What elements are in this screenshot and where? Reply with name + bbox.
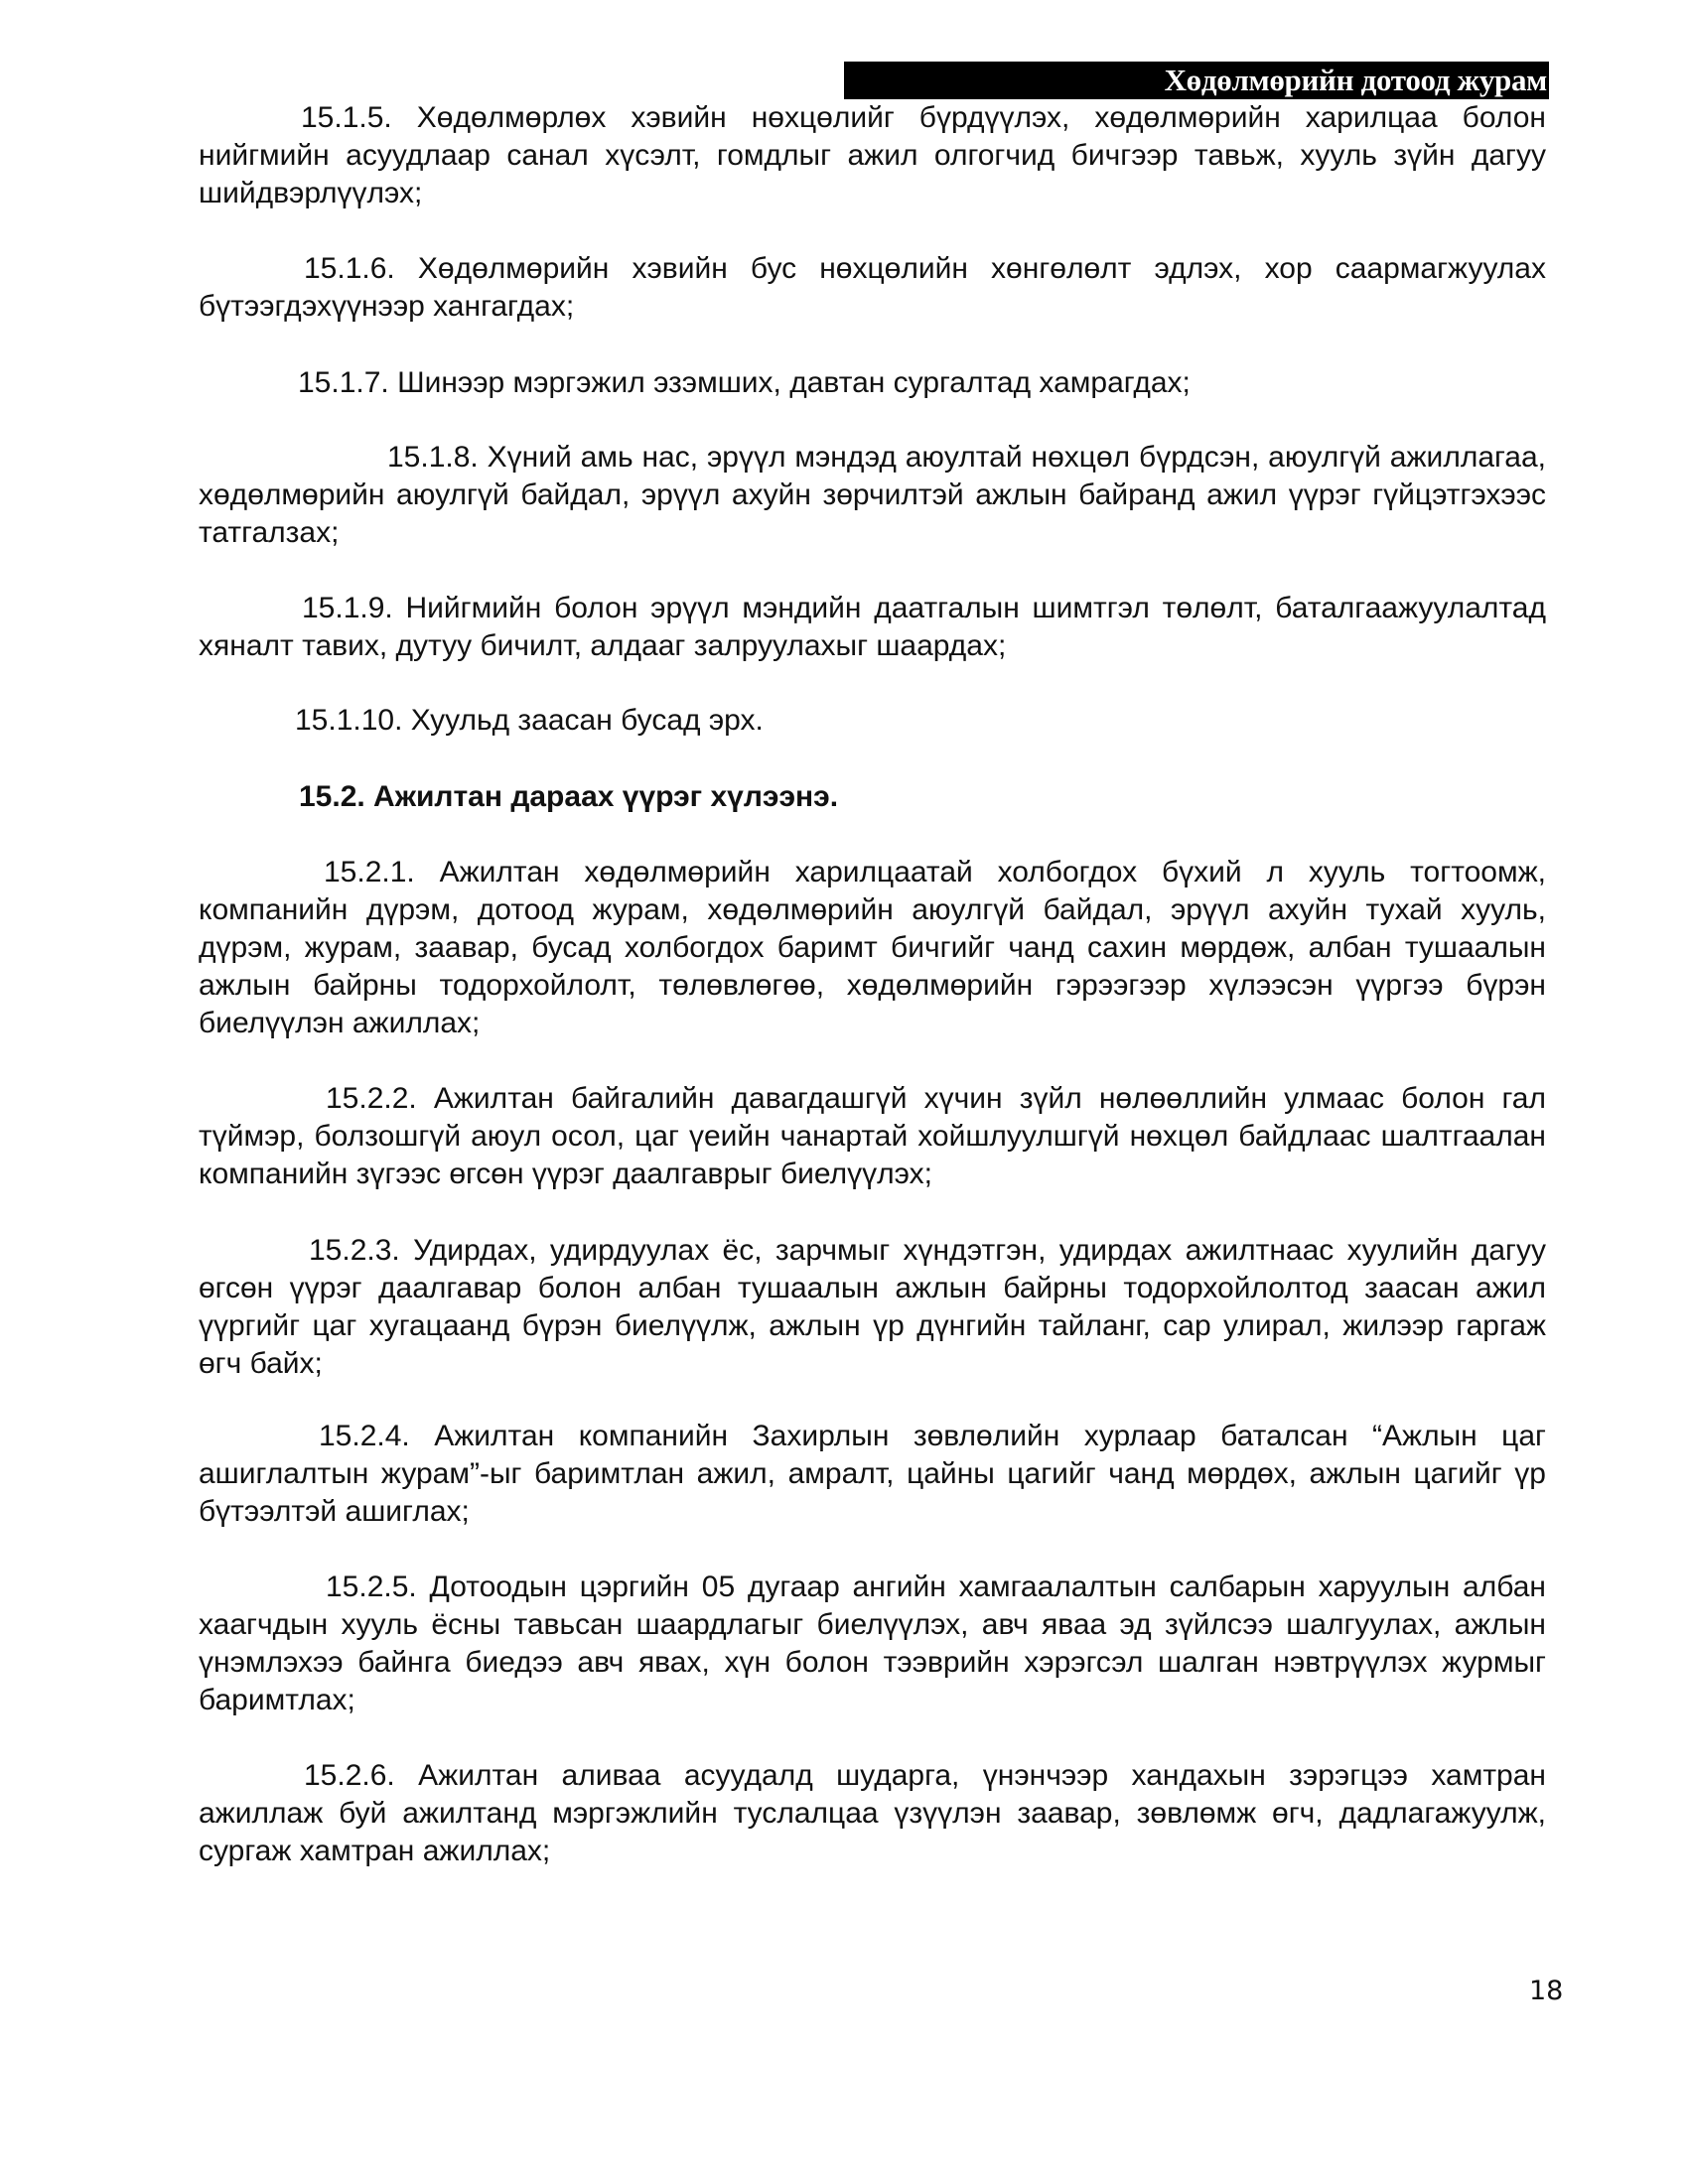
paragraph-15-2-2: 15.2.2. Ажилтан байгалийн давагдашгүй хүчин зүйл нөлөөллийн улмаас болон гал түймэр, болзошгүй аюул осол, цаг үеийн чанартай хойшлуулшгүй нөхцөл байдлаас шалтгаалан компанийн зүгээс өгсөн үүрэг даалгаврыг биелүүлэх; bbox=[199, 1082, 1546, 1190]
paragraph-15-2-5: 15.2.5. Дотоодын цэргийн 05 дугаар ангийн хамгаалалтын салбарын харуулын албан хаагчдын хууль ёсны тавьсан шаардлагыг биелүүлэх, авч яваа эд зүйлсээ шалгуулах, ажлын үнэмлэхээ байнга биедээ авч явах, хүн болон тээврийн хэрэгсэл шалган нэвтрүүлэх журмыг баримтлах; bbox=[199, 1570, 1546, 1716]
paragraph-15-1-10: 15.1.10. Хуульд заасан бусад эрх. bbox=[295, 704, 764, 737]
header-title: Хөдөлмөрийн дотоод журам bbox=[1164, 63, 1547, 97]
running-header bbox=[844, 62, 1549, 99]
paragraph-15-2-6: 15.2.6. Ажилтан аливаа асуудалд шударга, үнэнчээр хандахын зэрэгцээ хамтран ажиллаж буй ажилтанд мэргэжлийн туслалцаа үзүүлэн заавар, зөвлөмж өгч, дадлагажуулж, сургаж хамтран ажиллах; bbox=[199, 1759, 1546, 1867]
section-heading-15-2: 15.2. Ажилтан дараах үүрэг хүлээнэ. bbox=[299, 780, 839, 813]
paragraph-15-1-9: 15.1.9. Нийгмийн болон эрүүл мэндийн даатгалын шимтгэл төлөлт, баталгаажуулалтад хяналт тавих, дутуу бичилт, алдааг залруулахыг шаардах; bbox=[199, 592, 1546, 662]
paragraph-15-2-4: 15.2.4. Ажилтан компанийн Захирлын зөвлөлийн хурлаар баталсан “Ажлын цаг ашиглалтын журам”-ыг баримтлан ажил, амралт, цайны цагийг чанд мөрдөх, ажлын цагийг үр бүтээлтэй ашиглах; bbox=[199, 1420, 1546, 1528]
page-number: 18 bbox=[1529, 1976, 1564, 2006]
paragraph-15-1-5: 15.1.5. Хөдөлмөрлөх хэвийн нөхцөлийг бүрдүүлэх, хөдөлмөрийн харилцаа болон нийгмийн асуудлаар санал хүсэлт, гомдлыг ажил олгогчид бичгээр тавьж, хууль зүйн дагуу шийдвэрлүүлэх; bbox=[199, 101, 1546, 209]
paragraph-15-1-6: 15.1.6. Хөдөлмөрийн хэвийн бус нөхцөлийн хөнгөлөлт эдлэх, хор саармагжуулах бүтээгдэхүүнээр хангагдах; bbox=[199, 252, 1546, 323]
paragraph-15-2-3: 15.2.3. Удирдах, удирдуулах ёс, зарчмыг хүндэтгэн, удирдах ажилтнаас хуулийн дагуу өгсөн үүрэг даалгавар болон албан тушаалын ажлын байрны тодорхойлолтод заасан ажил үүргийг цаг хугацаанд бүрэн биелүүлж, ажлын үр дүнгийн тайланг, сар улирал, жилээр гаргаж өгч байх; bbox=[199, 1234, 1546, 1380]
paragraph-15-1-8: 15.1.8. Хүний амь нас, эрүүл мэндэд аюултай нөхцөл бүрдсэн, аюулгүй ажиллагаа, хөдөлмөрийн аюулгүй байдал, эрүүл ахуйн зөрчилтэй ажлын байранд ажил үүрэг гүйцэтгэхээс татгалзах; bbox=[199, 441, 1546, 549]
paragraph-15-2-1: 15.2.1. Ажилтан хөдөлмөрийн харилцаатай холбогдох бүхий л хууль тогтоомж, компанийн дүрэм, дотоод журам, хөдөлмөрийн аюулгүй байдал, эрүүл ахуйн тухай хууль, дүрэм, журам, заавар, бусад холбогдох баримт бичгийг чанд сахин мөрдөж, албан тушаалын ажлын байрны тодорхойлолт, төлөвлөгөө, хөдөлмөрийн гэрээгээр хүлээсэн үүргээ бүрэн биелүүлэн ажиллах; bbox=[199, 856, 1546, 1039]
paragraph-15-1-7: 15.1.7. Шинээр мэргэжил эзэмших, давтан сургалтад хамрагдах; bbox=[298, 366, 1191, 399]
